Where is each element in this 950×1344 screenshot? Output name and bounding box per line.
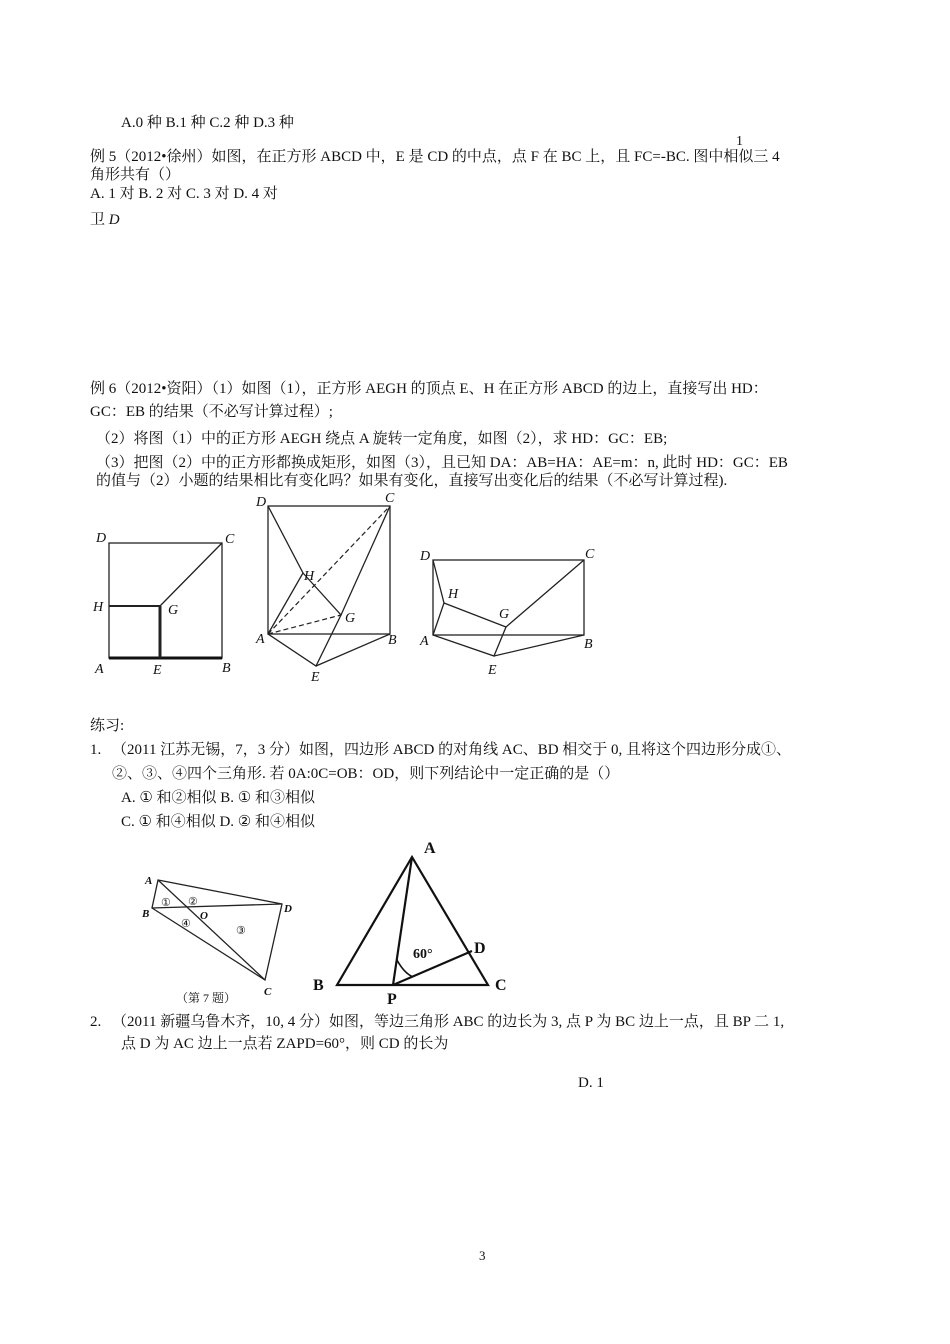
q1-line2: ②、③、④四个三角形. 若 0A:0C=OB：OD，则下列结论中一定正确的是（） <box>112 766 620 782</box>
q2-fig-label-A: A <box>424 840 436 857</box>
ex6-line5: 的值与（2）小题的结果相比有变化吗？如果有变化，直接写出变化后的结果（不必写计算过程). <box>96 473 728 489</box>
ex6-line1: 例 6（2012•资阳）（1）如图（1），正方形 AEGH 的顶点 E、H 在正方形 ABCD 的边上，直接写出 HD： <box>90 381 768 397</box>
fig3-label-D: D <box>420 549 431 564</box>
q2-fig-label-C: C <box>495 977 507 994</box>
q1-fig-region-1: ① <box>161 897 171 909</box>
fig2-label-D: D <box>256 495 267 510</box>
ex6-figure-3 <box>415 540 605 680</box>
q2-line1: （2011 新疆乌鲁木齐，10, 4 分）如图，等边三角形 ABC 的边长为 3, 点 P 为 BC 边上一点，且 BP 二 1, <box>112 1014 785 1030</box>
q2-fig-label-P: P <box>387 991 397 1008</box>
q1-fig-caption: （第 7 题） <box>176 991 237 1005</box>
fig1-label-H: H <box>93 600 104 615</box>
fig3-label-H: H <box>448 587 459 602</box>
ex6-figure-1 <box>88 520 248 710</box>
q1-options-ab: A. ① 和②相似 B. ① 和③相似 <box>121 790 315 806</box>
ex5-line1: 例 5（2012•徐州）如图，在正方形 ABCD 中，E 是 CD 的中点，点 F 在 BC 上，且 FC=-BC. 图中相似三 4 <box>90 149 780 165</box>
fig2-label-G: G <box>345 611 356 626</box>
fig3-label-C: C <box>585 547 595 562</box>
q2-fig-label-D: D <box>474 940 486 957</box>
q2-figure <box>310 835 520 1008</box>
q1-fig-label-C: C <box>264 986 272 998</box>
fig1-label-C: C <box>225 532 235 547</box>
ex5-line2: 角形共有（） <box>90 167 181 183</box>
fig2-label-B: B <box>388 633 397 648</box>
q1-fig-label-A: A <box>145 875 153 887</box>
fig1-label-G: G <box>168 603 179 618</box>
q2-option-d: D. 1 <box>578 1075 604 1091</box>
fig2-label-E: E <box>311 670 320 685</box>
q1-fig-label-B: B <box>142 908 150 920</box>
practice-heading: 练习: <box>90 718 125 734</box>
ex5-options: A. 1 对 B. 2 对 C. 3 对 D. 4 对 <box>90 186 278 202</box>
fig3-label-G: G <box>499 607 510 622</box>
fig3-label-B: B <box>584 637 593 652</box>
q1-figure <box>140 870 300 1005</box>
ex6-figure-2 <box>252 490 402 690</box>
q2-number: 2. <box>90 1014 102 1030</box>
fraction-numerator: 1 <box>736 134 743 149</box>
fig3-label-A: A <box>420 634 429 649</box>
q1-options-cd: C. ① 和④相似 D. ② 和④相似 <box>121 814 315 830</box>
q2-fig-angle: 60° <box>413 947 433 962</box>
fig2-label-H: H <box>304 569 315 584</box>
ex4-options: A.0 种 B.1 种 C.2 种 D.3 种 <box>121 115 294 131</box>
q1-fig-region-3: ③ <box>236 925 246 937</box>
fig1-label-B: B <box>222 661 231 676</box>
q1-line1: （2011 江苏无锡，7，3 分）如图，四边形 ABCD 的对角线 AC、BD 相交于 0, 且将这个四边形分成①、 <box>112 742 792 758</box>
fig3-label-E: E <box>488 663 497 678</box>
fig2-label-C: C <box>385 491 395 506</box>
fig1-label-E: E <box>153 663 162 678</box>
q2-fig-label-B: B <box>313 977 324 994</box>
q1-number: 1. <box>90 742 102 758</box>
page-number: 3 <box>479 1248 486 1263</box>
ex6-line4: （3）把图（2）中的正方形都换成矩形，如图（3），且已知 DA：AB=HA：AE=m：n, 此时 HD：GC：EB <box>96 455 788 471</box>
q1-fig-label-D: D <box>284 903 292 915</box>
q2-line2: 点 D 为 AC 边上一点若 ZAPD=60°，则 CD 的长为 <box>121 1036 449 1052</box>
ex6-line3: （2）将图（1）中的正方形 AEGH 绕点 A 旋转一定角度，如图（2），求 HD：GC：EB; <box>96 431 668 447</box>
q1-fig-region-4: ④ <box>181 918 191 930</box>
q1-fig-region-2: ② <box>188 896 198 908</box>
fig2-label-A: A <box>256 632 265 647</box>
fig1-label-A: A <box>95 662 104 677</box>
ex5-figure-caption: 卫 D <box>90 212 120 228</box>
ex6-line2: GC：EB 的结果（不必写计算过程）; <box>90 404 333 420</box>
fig1-label-D: D <box>96 531 107 546</box>
q1-fig-label-O: O <box>200 910 208 922</box>
